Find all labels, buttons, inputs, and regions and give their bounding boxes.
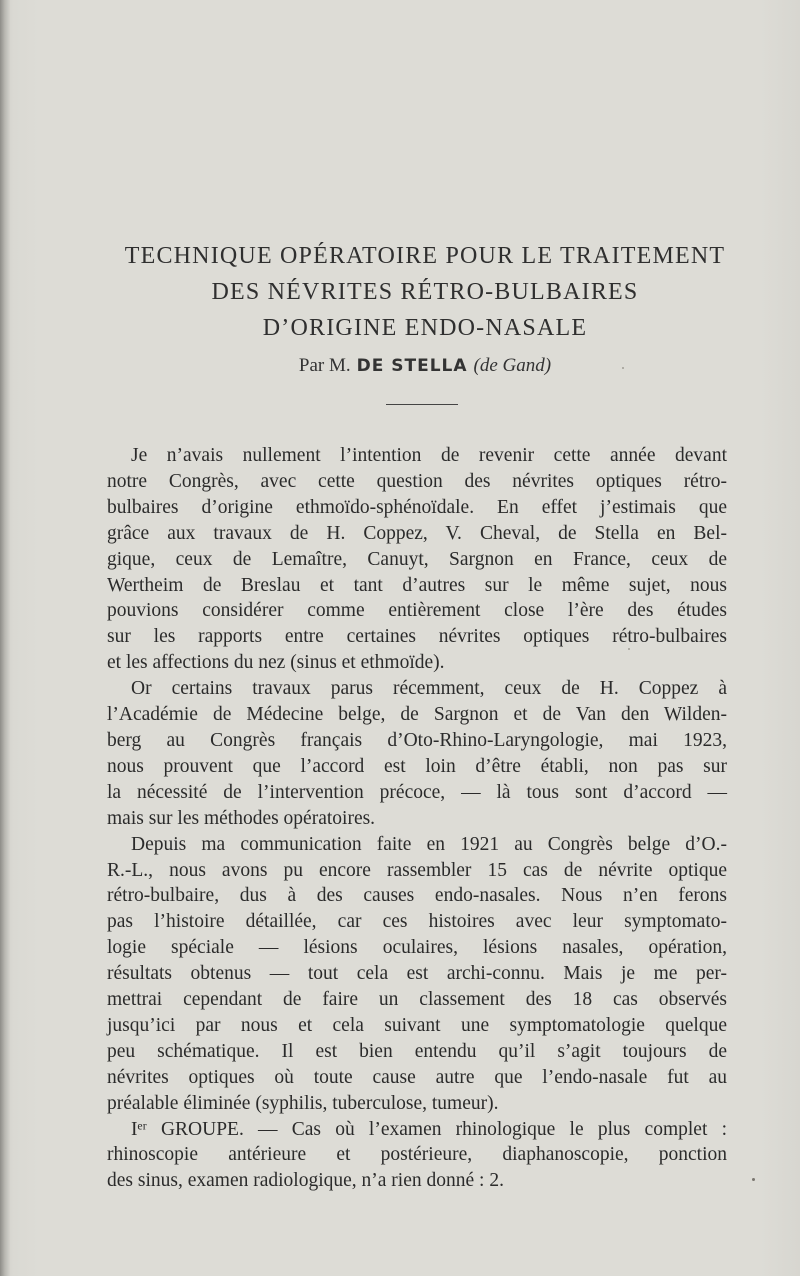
author-prefix: Par M. bbox=[298, 355, 351, 376]
body-line: logie spéciale — lésions oculaires, lésions nasales, opération, bbox=[107, 937, 727, 959]
body-line: résultats obtenus — tout cela est archi-connu. Mais je me per- bbox=[107, 963, 727, 985]
body-line: pas l’histoire détaillée, car ces histoires avec leur symptomato- bbox=[107, 911, 727, 933]
body-line: et les affections du nez (sinus et ethmoïde). bbox=[107, 652, 445, 674]
body-line: mais sur les méthodes opératoires. bbox=[107, 807, 376, 829]
paper-speck bbox=[628, 648, 630, 650]
body-line: jusqu’ici par nous et cela suivant une symptomatologie quelque bbox=[107, 1014, 727, 1036]
page-spine-shadow bbox=[0, 0, 10, 1276]
paper-speck bbox=[752, 1178, 755, 1181]
title-line-1: TECHNIQUE OPÉRATOIRE POUR LE TRAITEMENT bbox=[124, 243, 726, 269]
title-divider bbox=[386, 404, 458, 405]
body-line: l’Académie de Médecine belge, de Sargnon et de Van den Wilden- bbox=[107, 704, 727, 726]
body-line: la nécessité de l’intervention précoce, — là tous sont d’accord — bbox=[107, 781, 727, 803]
body-line: berg au Congrès français d’Oto-Rhino-Laryngologie, mai 1923, bbox=[107, 729, 727, 751]
body-line: gique, ceux de Lemaître, Canuyt, Sargnon en France, ceux de bbox=[107, 548, 727, 570]
title-line-3: D’ORIGINE ENDO-NASALE bbox=[262, 315, 588, 341]
body-line: Wertheim de Breslau et tant d’autres sur le même sujet, nous bbox=[107, 574, 727, 596]
body-line: grâce aux travaux de H. Coppez, V. Cheval, de Stella en Bel- bbox=[107, 522, 727, 544]
body-line: Je n’avais nullement l’intention de revenir cette année devant bbox=[131, 445, 727, 466]
article-body bbox=[107, 443, 727, 1194]
body-line: nous prouvent que l’accord est loin d’être établi, non pas sur bbox=[107, 755, 727, 777]
body-line: névrites optiques où toute cause autre que l’endo-nasale fut au bbox=[107, 1066, 727, 1088]
author-name: DE STELLA bbox=[356, 356, 468, 376]
body-line: peu schématique. Il est bien entendu qu’il s’agit toujours de bbox=[107, 1040, 727, 1062]
body-line: sur les rapports entre certaines névrites optiques rétro-bulbaires bbox=[107, 626, 727, 648]
body-line: R.-L., nous avons pu encore rassembler 15 cas de névrite optique bbox=[107, 859, 727, 881]
body-line: notre Congrès, avec cette question des névrites optiques rétro- bbox=[107, 470, 727, 492]
body-line: des sinus, examen radiologique, n’a rien donné : 2. bbox=[107, 1170, 504, 1192]
body-line: rétro-bulbaire, dus à des causes endo-nasales. Nous n’en ferons bbox=[107, 885, 727, 907]
body-line: Or certains travaux parus récemment, ceux de H. Coppez à bbox=[131, 678, 727, 700]
author-line bbox=[100, 355, 750, 377]
body-line: bulbaires d’origine ethmoïdo-sphénoïdale. En effet j’estimais que bbox=[107, 496, 727, 518]
body-line: mettrai cependant de faire un classement des 18 cas observés bbox=[107, 989, 727, 1011]
body-line: pouvions considérer comme entièrement close l’ère des études bbox=[107, 600, 727, 622]
body-line: Iᵉʳ GROUPE. — Cas où l’examen rhinologique le plus complet : bbox=[131, 1118, 727, 1140]
author-place: (de Gand) bbox=[473, 355, 552, 376]
body-line: rhinoscopie antérieure et postérieure, diaphanoscopie, ponction bbox=[107, 1144, 727, 1166]
article-title bbox=[100, 238, 750, 346]
paper-speck bbox=[622, 367, 624, 369]
title-line-2: DES NÉVRITES RÉTRO-BULBAIRES bbox=[211, 279, 639, 305]
body-line: préalable éliminée (syphilis, tuberculose, tumeur). bbox=[107, 1092, 499, 1114]
body-line: Depuis ma communication faite en 1921 au Congrès belge d’O.- bbox=[131, 833, 727, 855]
